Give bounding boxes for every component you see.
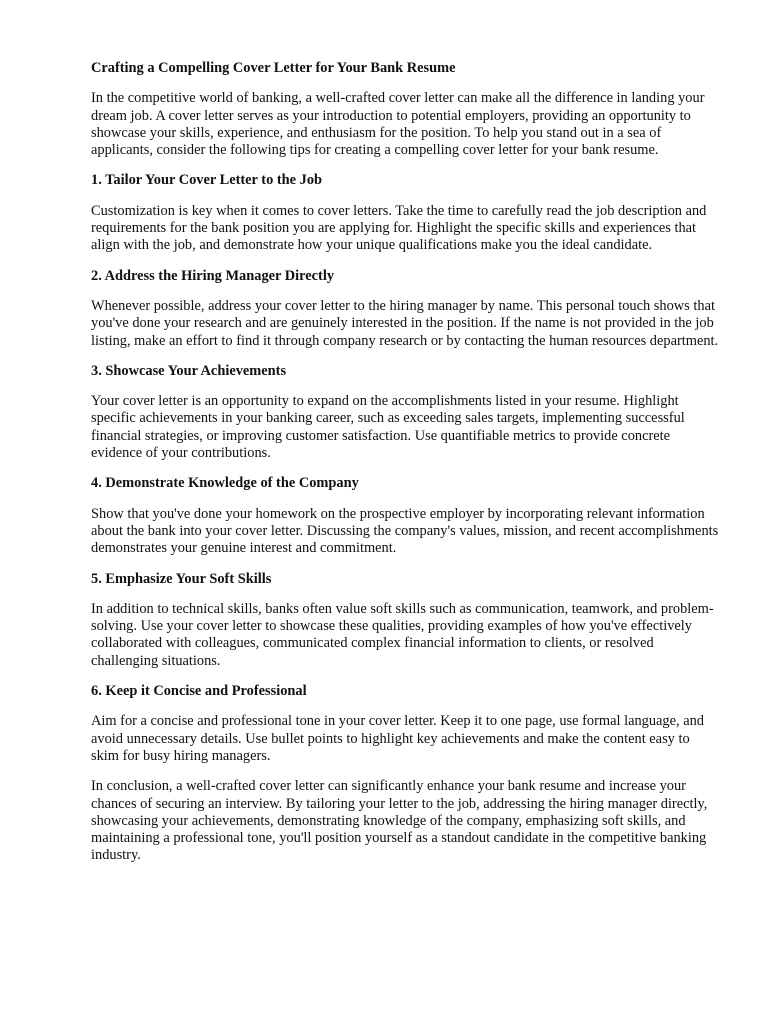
- section-body-6: Aim for a concise and professional tone in your cover letter. Keep it to one page, use formal language, and avoid unnecessary details. Use bullet points to highlight key achievements and make the content easy to skim for busy hiring managers.: [91, 713, 704, 764]
- section-heading-6: 6. Keep it Concise and Professional: [91, 683, 307, 700]
- document-title: Crafting a Compelling Cover Letter for Your Bank Resume: [91, 60, 456, 76]
- section-body-4: Show that you've done your homework on the prospective employer by incorporating relevant information about the bank into your cover letter. Discussing the company's values, mission, and recent accomplishments demonstrates your genuine interest and commitment.: [91, 505, 719, 557]
- section-heading-2: 2. Address the Hiring Manager Directly: [91, 267, 335, 284]
- conclusion-paragraph: In conclusion, a well-crafted cover letter can significantly enhance your bank resume and increase your chances of securing an interview. By tailoring your letter to the job, addressing the hiring manager directly, showcasing your achievements, demonstrating knowledge of the company, emphasizing soft skills, and maintaining a professional tone, you'll position yourself as a standout candidate in the competitive banking industry.: [91, 778, 708, 864]
- section-heading-5: 5. Emphasize Your Soft Skills: [91, 570, 272, 587]
- section-heading-1: 1. Tailor Your Cover Letter to the Job: [91, 172, 323, 189]
- document-page: [91, 60, 721, 878]
- section-body-1: Customization is key when it comes to cover letters. Take the time to carefully read the job description and requirements for the bank position you are applying for. Highlight the specific skills and experiences that align with the job, and demonstrate how your unique qualifications make you the ideal candidate.: [91, 202, 707, 254]
- section-body-5: In addition to technical skills, banks often value soft skills such as communication, teamwork, and problem-solving. Use your cover letter to showcase these qualities, providing examples of how you've effectively collaborated with colleagues, communicated complex financial information to clients, or resolved challenging situations.: [91, 600, 714, 669]
- section-body-3: Your cover letter is an opportunity to expand on the accomplishments listed in your resume. Highlight specific achievements in your banking career, such as exceeding sales targets, implementing successful financial strategies, or improving customer satisfaction. Use quantifiable metrics to provide concrete evidence of your contributions.: [91, 393, 685, 462]
- intro-paragraph: In the competitive world of banking, a well-crafted cover letter can make all the difference in landing your dream job. A cover letter serves as your introduction to potential employers, providing an opportunity to showcase your skills, experience, and enthusiasm for the position. To help you stand out in a sea of applicants, consider the following tips for creating a compelling cover letter for your bank resume.: [91, 90, 705, 159]
- section-heading-3: 3. Showcase Your Achievements: [91, 362, 287, 379]
- section-body-2: Whenever possible, address your cover letter to the hiring manager by name. This personal touch shows that you've done your research and are genuinely interested in the position. If the name is not provided in the job listing, make an effort to find it through company research or by contacting the human resources department.: [91, 297, 719, 349]
- section-heading-4: 4. Demonstrate Knowledge of the Company: [91, 475, 359, 492]
